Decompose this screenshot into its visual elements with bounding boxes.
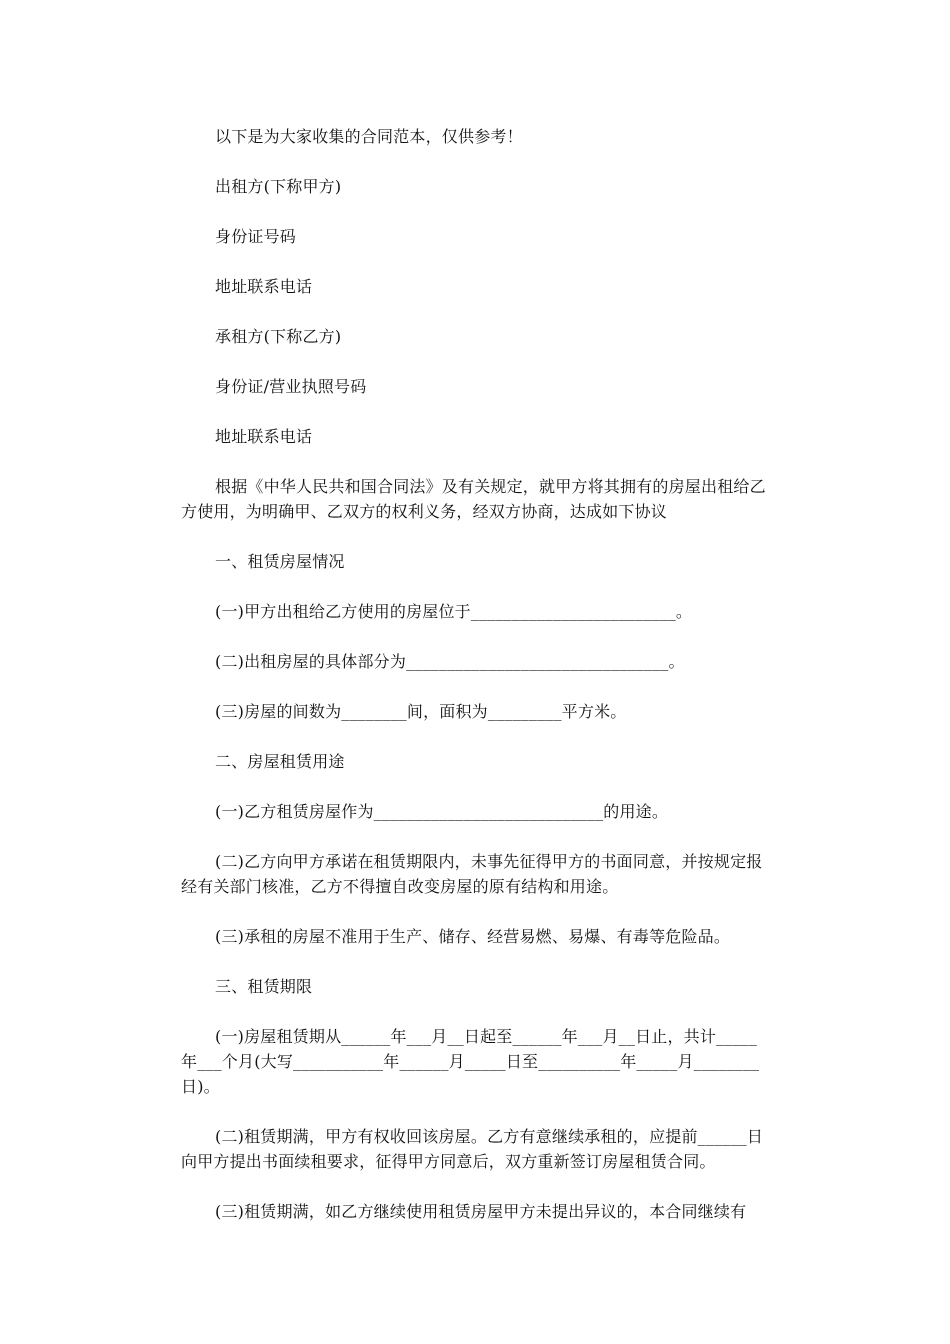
lessee-id-license-number: 身份证/营业执照号码 (215, 377, 367, 396)
clause-1-3: (三)房屋的间数为________间，面积为_________平方米。 (215, 702, 627, 721)
clause-1-2: (二)出租房屋的具体部分为________________________________。 (215, 652, 685, 671)
clause-3-1: (一)房屋租赁期从______年___月__日起至______年___月__日止，共计_____年___个月(大写___________年______月_____日至__________年_____月________日)。 (181, 1027, 760, 1096)
clause-3-3: (三)租赁期满，如乙方继续使用租赁房屋甲方未提出异议的，本合同继续有 (215, 1202, 747, 1221)
section-heading-1: 一、租赁房屋情况 (215, 552, 345, 571)
preamble: 根据《中华人民共和国合同法》及有关规定，就甲方将其拥有的房屋出租给乙方使用，为明确甲、乙双方的权利义务，经双方协商，达成如下协议 (181, 477, 766, 521)
section-heading-3: 三、租赁期限 (215, 977, 313, 996)
lessor-address-phone: 地址联系电话 (215, 277, 313, 296)
intro-note: 以下是为大家收集的合同范本，仅供参考！ (215, 127, 523, 146)
section-heading-2: 二、房屋租赁用途 (215, 752, 345, 771)
lessor-label: 出租方(下称甲方) (215, 177, 342, 196)
lessee-address-phone: 地址联系电话 (215, 427, 313, 446)
lessee-label: 承租方(下称乙方) (215, 327, 342, 346)
clause-2-3: (三)承租的房屋不准用于生产、储存、经营易燃、易爆、有毒等危险品。 (215, 927, 731, 946)
clause-3-2: (二)租赁期满，甲方有权收回该房屋。乙方有意继续承租的，应提前______日向甲方提出书面续租要求，征得甲方同意后，双方重新签订房屋租赁合同。 (181, 1127, 764, 1171)
clause-2-1: (一)乙方租赁房屋作为____________________________的用途。 (215, 802, 669, 821)
lessor-id-number: 身份证号码 (215, 227, 297, 246)
clause-2-2: (二)乙方向甲方承诺在租赁期限内，未事先征得甲方的书面同意，并按规定报经有关部门核准，乙方不得擅自改变房屋的原有结构和用途。 (181, 852, 763, 896)
clause-1-1: (一)甲方出租给乙方使用的房屋位于_________________________。 (215, 602, 693, 621)
